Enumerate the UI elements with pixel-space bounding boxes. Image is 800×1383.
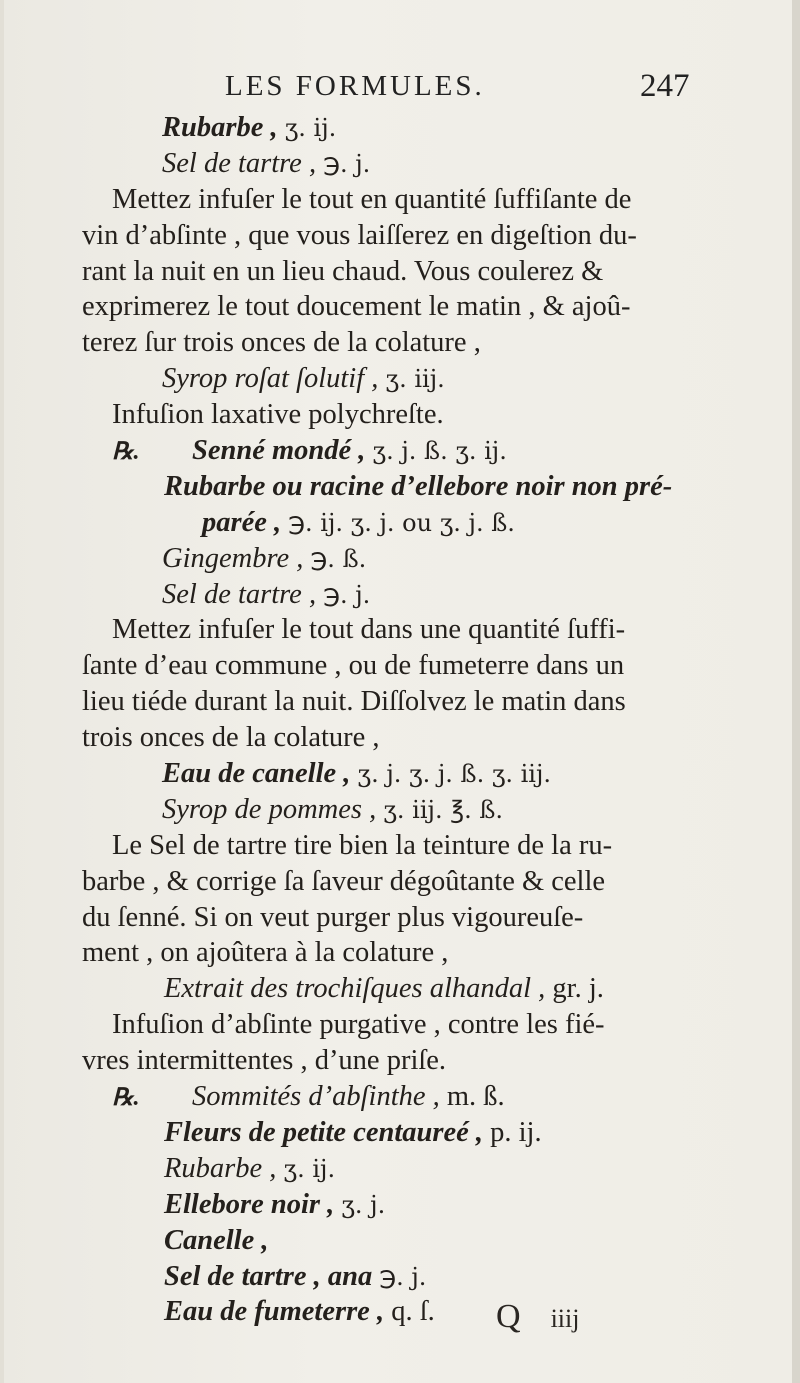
text-line: terez ſur trois onces de la colature , [82, 327, 481, 359]
text-line: lieu tiéde durant la nuit. Diſſolvez le matin dans [82, 686, 626, 718]
text-line: ment , on ajoûtera à la colature , [82, 937, 449, 969]
text-line: Sel de tartre , ℈. j. [162, 147, 371, 179]
text-line: Rubarbe ou racine d’ellebore noir non pré- [164, 470, 673, 502]
signature-number: iiij [550, 1304, 580, 1333]
signature-letter: Q [496, 1298, 521, 1335]
text-line: Le Sel de tartre tire bien la teinture de la ru- [112, 829, 613, 861]
text-line: ℞. Sommités d’abſinthe , m. ß. [82, 1079, 712, 1115]
text-line: Fleurs de petite centaureé , p. ij. [164, 1116, 542, 1148]
recipe-symbol: ℞. [112, 439, 140, 466]
text-line: ſante d’eau commune , ou de fumeterre dans un [82, 650, 625, 682]
text-line: rant la nuit en un lieu chaud. Vous coulerez & [82, 255, 604, 287]
text-line: vres intermittentes , d’une priſe. [82, 1045, 447, 1077]
page-number: 247 [640, 68, 690, 104]
text-line: Sel de tartre , ℈. j. [162, 578, 371, 610]
text-line: exprimerez le tout doucement le matin , & ajoû- [82, 291, 631, 323]
body-text [82, 110, 712, 1330]
text-line: Eau de canelle , ʒ. j. ʒ. j. ß. ʒ. iij. [162, 758, 552, 790]
text-line: Mettez infuſer le tout dans une quantité ſuffi- [112, 614, 626, 646]
recipe-symbol: ℞. [112, 1085, 140, 1112]
text-line: Eau de fumeterre , q. ſ. [164, 1296, 435, 1328]
running-title: LES FORMULES. [225, 70, 485, 102]
text-line: Syrop roſat ſolutif , ʒ. iij. [162, 363, 445, 395]
text-line: Sel de tartre , ana ℈. j. [164, 1260, 427, 1292]
page-header [0, 70, 800, 110]
text-line: Rubarbe , ʒ. ij. [162, 112, 337, 143]
text-line: Canelle , [164, 1224, 269, 1256]
text-line: barbe , & corrige ſa ſaveur dégoûtante & celle [82, 865, 606, 897]
text-line: vin d’abſinte , que vous laiſſerez en digeſtion du- [82, 219, 637, 251]
text-line: trois onces de la colature , [82, 722, 380, 754]
signature-mark [496, 1298, 579, 1336]
text-line: du ſenné. Si on veut purger plus vigoureuſe- [82, 901, 584, 933]
text-line: parée , ℈. ij. ʒ. j. ou ʒ. j. ß. [202, 506, 515, 538]
text-line: Gingembre , ℈. ß. [162, 542, 367, 574]
page-gutter [0, 0, 4, 1383]
text-line: Rubarbe , ʒ. ij. [164, 1152, 336, 1184]
page-edge [792, 0, 800, 1383]
text-line: Mettez infuſer le tout en quantité ſuffiſante de [112, 183, 632, 215]
text-line: Infuſion d’abſinte purgative , contre les fié- [112, 1009, 605, 1041]
text-line: Ellebore noir , ʒ. j. [164, 1188, 386, 1220]
text-line: Infuſion laxative polychreſte. [112, 399, 444, 431]
text-line: Syrop de pommes , ʒ. iij. ℥. ß. [162, 793, 504, 825]
text-line: Extrait des trochiſques alhandal , gr. j. [164, 973, 604, 1005]
text-line: ℞. Senné mondé , ʒ. j. ß. ʒ. ij. [82, 433, 712, 469]
